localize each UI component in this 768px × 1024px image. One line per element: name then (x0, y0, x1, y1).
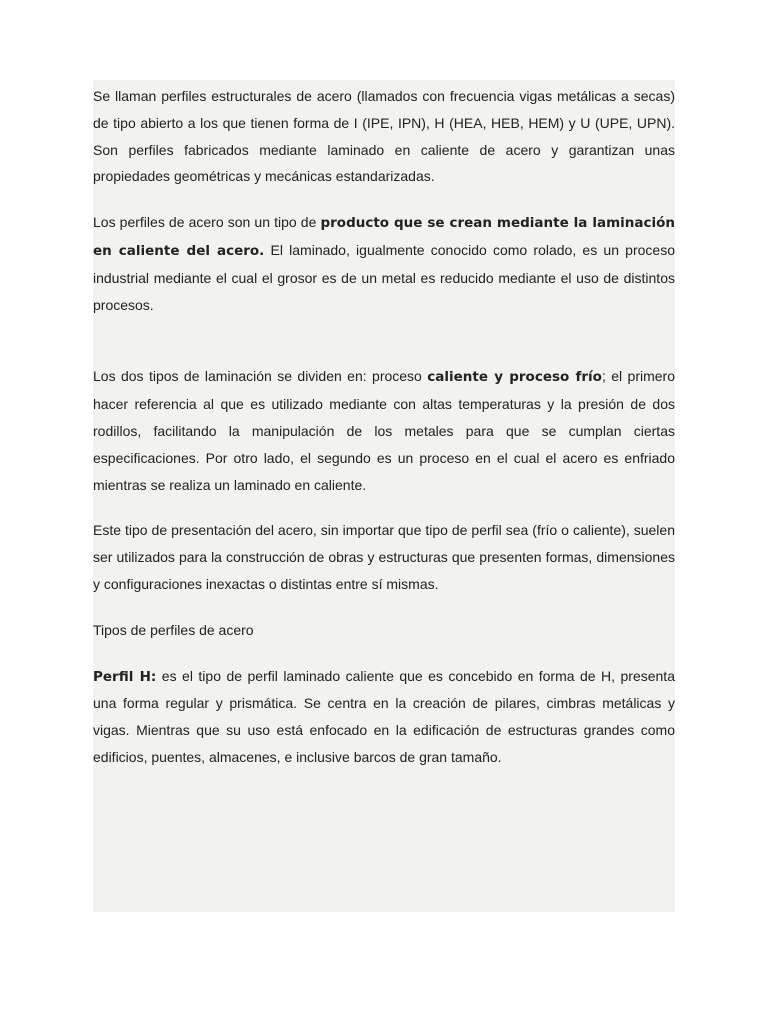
text-run: es el tipo de perfil laminado caliente que es concebido en forma de H, presenta una forma regular y prismática. Se centra en la creación de pilares, cimbras metálicas y vigas. Mientras que su uso está enfocado en la edificación de estructuras grandes como edificios, puentes, almacenes, e inclusive barcos de gran tamaño. (93, 667, 675, 765)
bold-text-run: producto que se crean mediante la laminación en caliente del acero. (93, 215, 675, 259)
text-run: ; el primero hacer referencia al que es utilizado mediante con altas temperaturas y la presión de dos rodillos, facilitando la manipulación de los metales para que se cumplan ciertas especificaciones. Por otro lado, el segundo es un proceso en el cual el acero es enfriado mientras se realiza un laminado en caliente. (93, 368, 675, 493)
paragraph-lamination-types (93, 363, 675, 498)
text-run: Este tipo de presentación del acero, sin importar que tipo de perfil sea (frío o caliente), suelen ser utilizados para la construcción de obras y estructuras que presenten formas, dimensiones y configuraciones inexactas o distintas entre sí mismas. (93, 522, 675, 592)
document-body (93, 83, 675, 771)
text-run: Los dos tipos de laminación se dividen en: proceso (93, 368, 428, 385)
paragraph-definition (93, 209, 675, 318)
section-heading-profile-types (93, 617, 675, 644)
paragraph-uses (93, 517, 675, 597)
text-run: Tipos de perfiles de acero (93, 621, 254, 638)
bold-text-run: caliente y proceso frío (427, 369, 602, 386)
text-run: El laminado, igualmente conocido como rolado, es un proceso industrial mediante el cual el grosor es de un metal es reducido mediante el uso de distintos procesos. (93, 241, 675, 313)
text-run: Los perfiles de acero son un tipo de (93, 214, 321, 231)
paragraph-intro (93, 83, 675, 190)
bold-text-run: Perfil H: (93, 668, 157, 685)
paragraph-perfil-h (93, 663, 675, 771)
text-run: Se llaman perfiles estructurales de acero (llamados con frecuencia vigas metálicas a secas) de tipo abierto a los que tienen forma de I (IPE, IPN), H (HEA, HEB, HEM) y U (UPE, UPN). Son perfiles fabricados mediante laminado en caliente de acero y garantizan unas propiedades geométricas y mecánicas estandarizadas. (93, 88, 675, 185)
